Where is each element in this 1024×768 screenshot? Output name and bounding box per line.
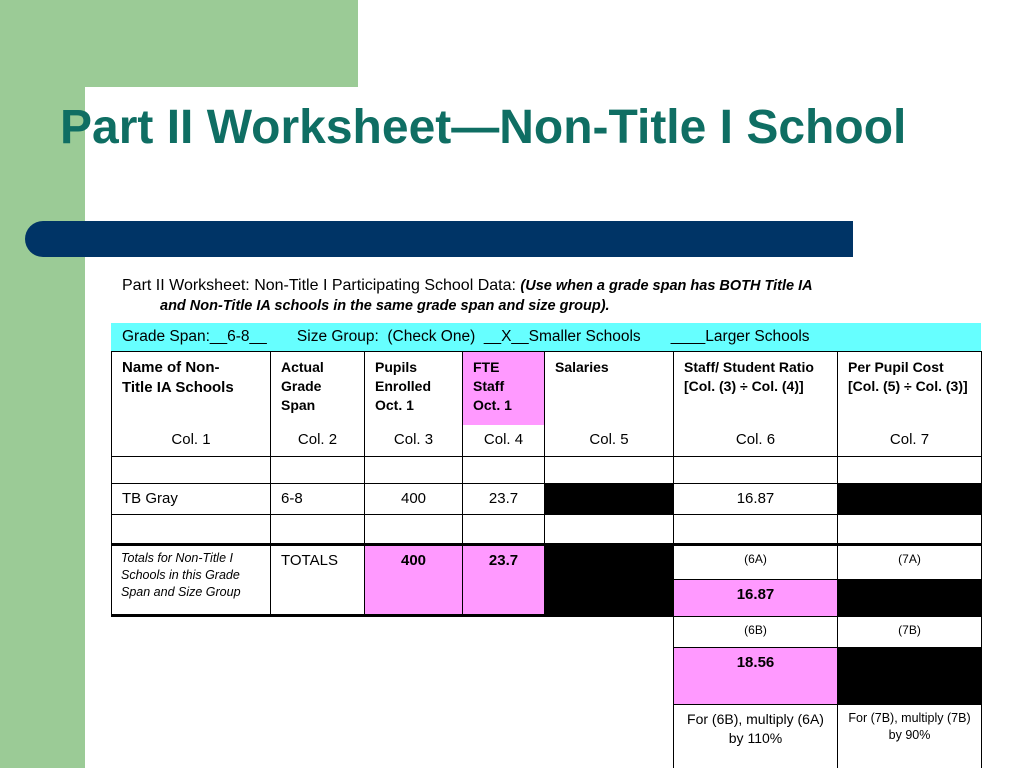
- empty-cell: [111, 456, 271, 484]
- intro-plain: Part II Worksheet: Non-Title I Participating School Data:: [122, 277, 521, 294]
- value-7a-redacted: [837, 579, 982, 617]
- value-7b-redacted: [837, 647, 982, 705]
- empty-cell: [364, 514, 463, 544]
- header-ratio-text: Staff/ Student Ratio [Col. (3) ÷ Col. (4)]: [684, 359, 814, 394]
- header-salaries-text: Salaries: [555, 359, 609, 375]
- intro-line2: and Non-Title IA schools in the same grade span and size group).: [160, 298, 610, 314]
- totals-fte: 23.7: [462, 543, 545, 617]
- value-6b: 18.56: [673, 647, 838, 705]
- header-fte-text: FTE Staff Oct. 1: [473, 359, 512, 413]
- note-7b: For (7B), multiply (7B) by 90%: [837, 704, 982, 768]
- header-pupils-text: Pupils Enrolled Oct. 1: [375, 359, 432, 413]
- worksheet-intro: [122, 276, 982, 316]
- totals-note: Totals for Non-Title I Schools in this Grade Span and Size Group: [111, 543, 271, 617]
- fte-cell: 23.7: [462, 483, 545, 515]
- label-6a: (6A): [673, 543, 838, 580]
- empty-cell: [270, 456, 365, 484]
- col-number-3: Col. 3: [393, 431, 434, 448]
- empty-cell: [673, 456, 838, 484]
- header-grade-span-text: Actual Grade Span: [281, 359, 324, 413]
- pupils-cell: 400: [364, 483, 463, 515]
- empty-cell: [462, 456, 545, 484]
- label-6b: (6B): [673, 616, 838, 648]
- empty-cell: [544, 514, 674, 544]
- empty-cell: [837, 456, 982, 484]
- salaries-redacted-cell: [544, 483, 674, 515]
- totals-salaries-redacted: [544, 543, 674, 617]
- school-name-cell: TB Gray: [111, 483, 271, 515]
- col-number-5: Col. 5: [589, 431, 629, 448]
- empty-cell: [364, 456, 463, 484]
- empty-cell: [673, 514, 838, 544]
- value-6a: 16.87: [673, 579, 838, 617]
- col-number-6: Col. 6: [735, 431, 776, 448]
- col-number-1: Col. 1: [171, 431, 211, 448]
- slide-title: Part II Worksheet—Non-Title I School: [60, 101, 907, 154]
- empty-cell: [462, 514, 545, 544]
- totals-label: TOTALS: [270, 543, 365, 617]
- col-number-2: Col. 2: [297, 431, 338, 448]
- label-7a: (7A): [837, 543, 982, 580]
- empty-cell: [111, 514, 271, 544]
- empty-cell: [270, 514, 365, 544]
- ratio-cell: 16.87: [673, 483, 838, 515]
- label-7b: (7B): [837, 616, 982, 648]
- empty-cell: [837, 514, 982, 544]
- decor-title-bar: [25, 221, 853, 257]
- note-6b: For (6B), multiply (6A) by 110%: [673, 704, 838, 768]
- per-pupil-redacted-cell: [837, 483, 982, 515]
- header-name-text: Name of Non-Title IA Schools: [122, 359, 234, 396]
- grade-span-banner: Grade Span:__6-8__ Size Group: (Check One) __X__Smaller Schools ____Larger Schools: [111, 323, 981, 351]
- empty-cell: [544, 456, 674, 484]
- col-number-7: Col. 7: [889, 431, 930, 448]
- totals-pupils: 400: [364, 543, 463, 617]
- intro-emphasis: (Use when a grade span has BOTH Title IA: [520, 278, 813, 294]
- header-per-pupil-text: Per Pupil Cost [Col. (5) ÷ Col. (3)]: [848, 359, 968, 394]
- col-number-4: Col. 4: [483, 431, 524, 448]
- grade-span-cell: 6-8: [270, 483, 365, 515]
